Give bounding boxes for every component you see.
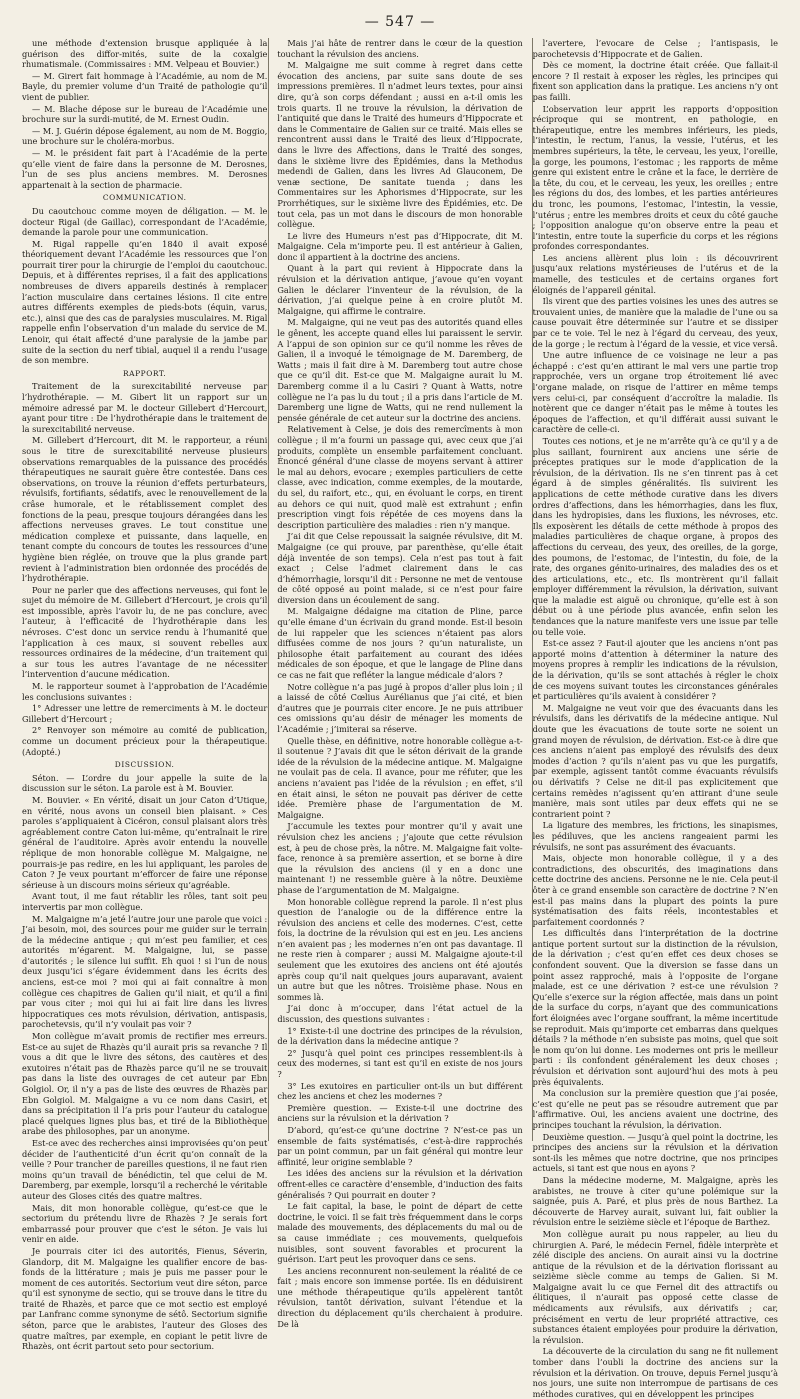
- paragraph: M. Malgaigne ne veut voir que des évacuants dans les révulsifs, dans les dérivatifs de la médecine antique. Nul doute que les évacuations de toute sorte ne soient un grand moyen de révulsion, de dérivation. Est-ce à dire que ces anciens n’aient pas employé des révulsifs des deux modes d’action ? qu’ils n’aient pas vu que les purgatifs, par exemple, agissent tantôt comme évacuants révulsifs ou dérivatifs ? Celse ne dit-il pas explicitement que certains remèdes n’agissent qu’en attirant d’une seule manière, mais sont utiles par deux effets qui ne se contrarient point ?: [532, 702, 778, 819]
- paragraph: Ils virent que des parties voisines les unes des autres se trouvaient unies, de manière que la maladie de l’une ou sa cause pouvait être déterminée sur l’autre et se dissiper par ce te voie. Tel le nez à l’égard du cerveau, des yeux, de la gorge ; le rectum à l’égard de la vessie, et vice versâ.: [532, 296, 778, 349]
- paragraph: M. Malgaigne me suit comme à regret dans cette évocation des anciens, par suite sans doute de ses impressions premières. Il n’admet leurs textes, pour ainsi dire, qu’à son corps défendant ; aussi en a-t-il omis les trois quarts. Il ne trouve la révulsion, la dérivation de l’antiquité que dans le Traité des humeurs d’Hippocrate et dans le Commentaire de Galien sur ce traité. Mais elles se rencontrent aussi dans le Traité des lieux d’Hippocrate, dans le livre des Affections, dans le Traité des songes, dans le sixième livre des Épidémies, dans la Methodus medendi de Galien, dans les livres Ad Glauconem, De venæ sectione, De sanitate tuenda ; dans les Commentaires sur les Aphorismes d’Hippocrate, sur les Prorrhétiques, sur le sixième livre des Épidémies, etc. De tout cela, pas un mot dans le discours de mon honorable collègue.: [277, 60, 523, 230]
- paragraph: Mon honorable collègue reprend la parole. Il n’est plus question de l’analogie ou de la différence entre la révulsion des anciens et celle des modernes. C’est, cette fois, la doctrine de la révulsion qui est en jeu. Les anciens n’en avaient pas ; les modernes n’en ont pas davantage. Il ne reste rien à comparer ; aussi M. Malgaigne ajoute-t-il seulement que les exutoires des anciens ont été ajoutés après coup qu’il nait quelques jours auparavant, avaient un autre but que les nôtres. Troisième phase. Nous en sommes là.: [277, 896, 523, 1002]
- paragraph: une méthode d’extension brusque appliquée à la guérison des diffor-mités, suite de la coxalgie rhumatismale. (Commissaires : MM. Velpeau et Bouvier.): [22, 38, 268, 70]
- paragraph: 1° Adresser une lettre de remerciments à M. le docteur Gillebert d’Hercourt ;: [22, 703, 268, 724]
- paragraph: Quant à la part qui revient à Hippocrate dans la révulsion et la dérivation antique, j’avoue qu’en voyant Galien le déclarer l’inventeur de la révulsion, de la dérivation, j’ai quelque peine à en croire plutôt M. Malgaigne, qui affirme le contraire.: [277, 263, 523, 316]
- paragraph: J’ai donc à m’occuper, dans l’état actuel de la discussion, des questions suivantes :: [277, 1003, 523, 1025]
- paragraph: Quelle thèse, en définitive, notre honorable collègue a-t-il soutenue ? J’avais dit que le séton dérivait de la grande idée de la révulsion de la médecine antique. M. Malgaigne ne voulait pas de cela. Il avance, pour me réfuter, que les anciens n’avaient pas l’idée de la révulsion ; en effet, s’il en était ainsi, le séton ne pouvait pas dériver de cette idée. Première phase de l’argumentation de M. Malgaigne.: [277, 735, 523, 820]
- page-number: — 547 —: [364, 14, 436, 30]
- paragraph: Première question. — Existe-t-il une doctrine des anciens sur la révulsion et la dérivation ?: [277, 1102, 523, 1124]
- paragraph: Pour ne parler que des affections nerveuses, qui font le sujet du mémoire de M. Gillebert d’Hercourt, je crois qu’il est impossible, après l’avoir lu, de ne pas conclure, avec l’auteur, à l’efficacité de l’hydrothérapie dans les névroses. C’est donc un service rendu à l’humanité que l’application à ces maux, si souvent rebelles aux ressources ordinaires de la médecine, d’un traitement qui a sur tous les autres l’avantage de ne nécessiter l’intervention d’aucune médication.: [22, 584, 268, 680]
- paragraph: Mais, dit mon honorable collègue, qu’est-ce que le sectorium du prétendu livre de Rhazès ? Je serais fort embarrassé pour prouver que c’est le séton. Je vais lui venir en aide.: [22, 1202, 268, 1245]
- column-1: [22, 38, 268, 1352]
- paragraph: 1° Existe-t-il une doctrine des principes de la révulsion, de la dérivation dans la médecine antique ?: [277, 1025, 523, 1047]
- paragraph: Traitement de la surexcitabilité nerveuse par l’hydrothérapie. — M. Gibert lit un rapport sur un mémoire adressé par M. le docteur Gillebert d’Hercourt, ayant pour titre : De l’hydrothérapie dans le traitement de la surexcitabilité nerveuse.: [22, 381, 268, 434]
- paragraph: Les idées des anciens sur la révulsion et la dérivation offrent-elles ce caractère d’ensemble, d’induction des faits généralisés ? Qui pourrait en douter ?: [277, 1168, 523, 1200]
- paragraph: 3° Les exutoires en particulier ont-ils un but différent chez les anciens et chez les modernes ?: [277, 1080, 523, 1102]
- paragraph: J’accumule les textes pour montrer qu’il y avait une révulsion chez les anciens ; j’ajoute que cette révulsion est, à peu de chose près, la nôtre. M. Malgaigne fait volte-face, renonce à sa première assertion, et se borne à dire que la révulsion des anciens (il y en a donc une maintenant !) ne ressemble guère à la nôtre. Deuxième phase de l’argumentation de M. Malgaigne.: [277, 821, 523, 895]
- column-divider: [268, 38, 269, 1141]
- paragraph: Mon collègue aurait pu nous rappeler, au lieu du chirurgien A. Paré, le médecin Fernel, fidèle interprète et zélé disciple des anciens. On aurait ainsi vu la doctrine antique de la révulsion et de la dérivation florissant au seizième siècle comme au temps de Galien. Si M. Malgaigne avait lu ce que Fernel dit des attractifs ou élitiques, il n’aurait pas opposé cette classe de médicaments aux révulsifs, aux dérivatifs ; car, précisément en vertu de leur propriété attractive, ces substances étaient employées pour produire la dérivation, la révulsion.: [532, 1228, 778, 1345]
- paragraph: M. Rigal rappelle qu’en 1840 il avait exposé théoriquement devant l’Académie les ressources que l’on pourrait tirer pour la chirurgie de l’emploi du caoutchouc. Depuis, et à différentes reprises, il a fait des applications nombreuses de divers appareils destinés à remplacer l’action musculaire dans certaines lésions. Il cite entre autres différents exemples de pieds-bots (équin, varus, etc.), ainsi que des cas de paralysies musculaires. M. Rigal rappelle enfin l’observation d’un malade du service de M. Lenoir, qui était affecté d’une paralysie de la jambe par suite de la section du nerf tibial, auquel il a rendu l’usage de son membre.: [22, 238, 268, 366]
- paragraph: M. Malgaigne dédaigne ma citation de Pline, parce qu’elle émane d’un écrivain du grand monde. Est-il besoin de lui rappeler que les sciences n’étaient pas alors diffusées comme de nos jours ? qu’un naturaliste, un philosophe était parfaitement au courant des idées médicales de son époque, et que le langage de Pline dans ce cas ne fait que refléter la langue médicale d’alors ?: [277, 606, 523, 681]
- paragraph: 2° Renvoyer son mémoire au comité de publication, comme un document précieux pour la thérapeutique. (Adopté.): [22, 725, 268, 757]
- columns: [22, 38, 778, 1399]
- paragraph: Mon collègue m’avait promis de rectifier mes erreurs. Est-ce au sujet de Rhazès qu’il aurait pris sa revanche ? Il vous a dit que le livre des sétons, des cautères et des exutoires n’était pas de Rhazès parce qu’il ne se trouvait pas dans la liste des ouvrages de cet auteur par Ebn Golgiol. Or, il n’y a pas de liste des œuvres de Rhazès par Ebn Golgiol. M. Malgaigne a vu ce nom dans Casiri, et dans sa précipitation il l’a pris pour l’auteur du catalogue placé quelques lignes plus bas, et tiré de la Bibliothèque arabe des philosophes, par un anonyme.: [22, 1031, 268, 1137]
- paragraph: Dans la médecine moderne, M. Malgaigne, après les arabistes, ne trouve à citer qu’une polémique sur la saignée, puis A. Paré, et plus près de nous Barthez. La découverte de Harvey aurait, suivant lui, fait oublier la révulsion entre le seizième siècle et l’époque de Barthez.: [532, 1174, 778, 1228]
- paragraph: — M. le président fait part à l’Académie de la perte qu’elle vient de faire dans la personne de M. Derosnes, l’un de ses plus anciens membres. M. Derosnes appartenait à la section de pharmacie.: [22, 147, 268, 190]
- paragraph: — M. J. Guérin dépose également, au nom de M. Boggio, une brochure sur le choléra-morbus.: [22, 125, 268, 147]
- paragraph: M. Gillebert d’Hercourt, dit M. le rapporteur, a réuni sous le titre de surexcitabilité nerveuse plusieurs observations remarquables de la puissance des procédés thérapeutiques ne saurait guère être contestée. Dans ces observations, on trouve la réunion d’effets perturbateurs, révulsifs, fortifiants, sédatifs, avec le renouvellement de la crâse humorale, et le rétablissement complet des fonctions de la peau, presque toujours dérangées dans les affections nerveuses graves. Le tout constitue une médication complexe et puissante, dans laquelle, en tenant compte du concours de toutes les ressources d’une hygiène bien réglée, on trouve que la plus grande part revient à l’administration bien ordonnée des procédés de l’hydrothérapie.: [22, 435, 268, 584]
- paragraph: M. Malgaigne m’a jeté l’autre jour une parole que voici : J’ai besoin, moi, des sources pour me guider sur le terrain de la médecine antique ; qui m’est peu familier, et ces autorités m’égarent. M. Malgaigne, lui, se passe d’autorités ; le silence lui suffit. Eh quoi ! si l’un de nous deux jusqu’ici s’égare évidemment dans les écrits des anciens, est-ce moi ? moi qui ai fait connaître à mon collègue ces chapitres de Galien qu’il niait, et qu’il a fini par vous citer ; moi qui lui ai fait lire dans les livres hippocratiques ces mots révulsion, dérivation, antispasis, parochetevsis, qu’il n’y voulait pas voir ?: [22, 913, 268, 1030]
- paragraph: 2° Jusqu’à quel point ces principes ressemblent-ils à ceux des modernes, si tant est qu’il en existe de nos jours ?: [277, 1047, 523, 1079]
- paragraph: — M. Girert fait hommage à l’Académie, au nom de M. Bayle, du premier volume d’un Traité de pathologie qu’il vient de publier.: [22, 70, 268, 102]
- paragraph: Du caoutchouc comme moyen de déligation. — M. le docteur Rigal (de Gaillac), correspondant de l’Académie, demande la parole pour une communication.: [22, 205, 268, 238]
- paragraph: Deuxième question. — Jusqu’à quel point la doctrine, les principes des anciens sur la révulsion et la dérivation sont-ils les mêmes que notre doctrine, que nos principes actuels, si tant est que nous en ayons ?: [532, 1131, 778, 1174]
- paragraph: Je pourrais citer ici des autorités, Fienus, Séverin, Glandorp, dit M. Malgaigne les qualifier encore de bas-fonds de la littérature ; mais je puis me passer pour le moment de ces autorités. Sectorium veut dire séton, parce qu’il est synonyme de sectio, qui se trouve dans le titre du traité de Rhazès, et parce que ce mot sectio est employé par Lanfranc comme synonyme de sétô. Sectorium signifie séton, parce que le arabistes, l’auteur des Gloses des quatre maîtres, par exemple, en copiant le petit livre de Rhazès, ont écrit partout seto pour sectorium.: [22, 1245, 268, 1352]
- paragraph: Séton. — L’ordre du jour appelle la suite de la discussion sur le séton. La parole est à M. Bouvier.: [22, 772, 268, 794]
- column-2: [277, 38, 523, 1329]
- paragraph: Ma conclusion sur la première question que j’ai posée, c’est qu’elle ne peut pas se résoudre autrement que par l’affirmative. Oui, les anciens avaient une doctrine, des principes touchant la révulsion, la dérivation.: [532, 1088, 778, 1130]
- paragraph: Le fait capital, la base, le point de départ de cette doctrine, le voici. Il se fait très fréquemment dans le corps malade des mouvements, des déplacements du mal ou de sa cause immédiate ; ces mouvements, quelquefois nuisibles, sont souvent favorables et procurent la guérison. L’art peut les provoquer dans ce sens.: [277, 1201, 523, 1265]
- paragraph: Toutes ces notions, et je ne m’arrête qu’à ce qu’il y a de plus saillant, fournirent aux anciens une série de préceptes pratiques sur le mode d’application de la révulsion, de la dérivation. Ils ne s’en tinrent pas à cet égard à de simples généralités. Ils suivirent les applications de cette méthode curative dans les divers ordres d’affections, dans les hémorrhagies, dans les flux, dans les hydropisies, dans les fluxions, les névroses, etc. Ils exposèrent les détails de cette méthode à propos des maladies particulières de chaque organe, à propos des affections du cerveau, des yeux, des oreilles, de la gorge, des poumons, de l’estomac, de l’intestin, du foie, de la rate, des organes génito-urinaires, des maladies des os et des articulations, etc., etc. Ils montrèrent qu’il fallait employer différemment la révulsion, la dérivation, suivant que la maladie est aiguë ou chronique, qu’elle est à son début ou à une période plus avancée, enfin selon les tendances que la nature manifeste vers une issue par telle ou telle voie.: [532, 435, 778, 637]
- paragraph: M. Bouvier. « En vérité, disait un jour Caton d’Utique, en vérité, nous avons un conseil bien plaisant. » Ces paroles s’appliquaient à Cicéron, consul plaisant alors très agréablement contre Caton lui-même, qu’entraînait le rire général de l’auditoire. Après avoir entendu la nouvelle réplique de mon honorable collègue M. Malgaigne, ne pourrais-je pas redire, en les lui appliquant, les paroles de Caton ? Je veux pourtant m’efforcer de faire une réponse sérieuse à un discours moins sérieux qu’agréable.: [22, 794, 268, 890]
- column-divider: [532, 38, 533, 1141]
- paragraph: Le livre des Humeurs n’est pas d’Hippocrate, dit M. Malgaigne. Cela m’importe peu. Il est antérieur à Galien, donc il appartient à la doctrine des anciens.: [277, 230, 523, 262]
- paragraph: Mais, objecte mon honorable collègue, il y a des contradictions, des obscurités, des imaginations dans cette doctrine des anciens. Personne ne le nie. Cela peut-il ôter à ce grand ensemble son caractère de doctrine ? N’en est-il pas mains dans la plupart des points la pure systématisation des faits réels, incontestables et parfaitement coordonnés ?: [532, 853, 778, 927]
- paragraph: L’observation leur apprit les rapports d’opposition réciproque qui se montrent, en pathologie, en thérapeutique, entre les membres inférieurs, les pieds, l’intestin, le rectum, l’anus, la vessie, l’utérus, et les membres supérieurs, la tête, le cerveau, les yeux, l’oreille, la gorge, les poumons, l’estomac ; les rapports de même genre qui existent entre le crâne et la face, le derrière de la tête, du cou, et le cerveau, les yeux, les oreilles ; entre les régions du dos, des lombes, et les parties antérieures du tronc, les poumons, l’estomac, l’intestin, la vessie, l’utérus ; entre les membres droits et ceux du côté gauche ; l’opposition analogue qu’on observe entre la peau et l’intestin, entre toute la superficie du corps et les régions profondes correspondantes.: [532, 103, 778, 252]
- paragraph: Dès ce moment, la doctrine était créée. Que fallait-il encore ? Il restait à exposer les règles, les principes qui fixent son application dans la pratique. Les anciens n’y ont pas failli.: [532, 60, 778, 102]
- column-3: [532, 38, 778, 1399]
- paragraph: M. le rapporteur soumet à l’approbation de l’Académie les conclusions suivantes :: [22, 681, 268, 702]
- paragraph: Les anciens allèrent plus loin : ils découvrirent jusqu’aux relations mystérieuses de l’utérus et de la mamelle, des testicules et de certains organes fort éloignés de l’appareil génital.: [532, 252, 778, 295]
- paragraph: Les anciens reconnurent non-seulement la réalité de ce fait ; mais encore son immense portée. Ils en déduisirent une méthode thérapeutique qu’ils appelèrent tantôt révulsion, tantôt dérivation, suivant l’étendue et la direction du déplacement qu’ils cherchaient à produire. De là: [277, 1265, 523, 1329]
- paragraph: Relativement à Celse, je dois des remercîments à mon collègue ; il m’a fourni un passage qui, avec ceux que j’ai produits, complète un ensemble parfaitement concluant. Énoncé général d’une classe de moyens servant à attirer le mal au dehors, evocare ; exemples particuliers de cette classe, avec indication, comme exemples, de la moutarde, du sel, du raifort, etc., qui, en évoluant le corps, en tirent au dehors ce qui nuit, quod malè est extrahunt ; enfin prescription vingt fois répétée de ces moyens dans la description particulière des maladies : rien n’y manque.: [277, 424, 523, 530]
- paragraph: Notre collègue n’a pas jugé à propos d’aller plus loin ; il a laissé de côté Cœlius Aurélianus que j’ai cité, et bien d’autres que je pourrais citer encore. Je ne puis attribuer ces omissions qu’au désir de ménager les moments de l’Académie ; j’imiterai sa réserve.: [277, 681, 523, 734]
- paragraph: D’abord, qu’est-ce qu’une doctrine ? N’est-ce pas un ensemble de faits systématisés, c’est-à-dire rapprochés par un point commun, par un fait général qui montre leur affinité, leur origine semblable ?: [277, 1124, 523, 1167]
- paragraph: M. Malgaigne, qui ne veut pas des autorités quand elles le gênent, les accepte quand elles lui paraissent le servir. A l’appui de son opinion sur ce qu’il nomme les rêves de Galien, il a invoqué le témoignage de M. Daremberg, de Watts ; mais il fait dire à M. Daremberg tout autre chose que ce qu’il dit. Est-ce que M. Malgaigne aurait lu M. Daremberg comme il a lu Casiri ? Quant à Watts, notre collègue ne l’a pas lu du tout ; il a pris dans l’article de M. Daremberg une ligne de Watts, qui ne rend nullement la pensée générale de cet auteur sur la doctrine des anciens.: [277, 317, 523, 423]
- paragraph: La ligature des membres, les frictions, les sinapismes, les pédiluves, que les anciens rangeaient parmi les révulsifs, ne sont pas assurément des évacuants.: [532, 820, 778, 852]
- paragraph: J’ai dit que Celse repoussait la saignée révulsive, dit M. Malgaigne (ce qui prouve, par parenthèse, qu’elle était déjà inventée de son temps). Cela n’est pas tout à fait exact ; Celse l’admet clairement dans le cas d’hémorrhagie, lorsqu’il dit : Personne ne met de ventouse de côté opposé au point malade, si ce n’est pour faire diversion dans un écoulement de sang.: [277, 531, 523, 605]
- section-heading: COMMUNICATION.: [102, 193, 187, 203]
- section-heading: DISCUSSION.: [114, 760, 175, 770]
- paragraph: Mais j’ai hâte de rentrer dans le cœur de la question touchant la révulsion des anciens.: [277, 38, 523, 59]
- paragraph: Avant tout, il me faut rétablir les rôles, tant soit peu intervertis par mon collègue.: [22, 891, 268, 912]
- paragraph: Est-ce assez ? Faut-il ajouter que les anciens n’ont pas apporté moins d’attention à déterminer la nature des moyens propres à remplir les indications de la révulsion, de la dérivation, qu’ils se sont attachés à régler le choix de ces moyens suivant toutes les circonstances générales et particulières qu’ils avaient à considérer ?: [532, 638, 778, 702]
- paragraph: La découverte de la circulation du sang ne fit nullement tomber dans l’oubli la doctrine des anciens sur la révulsion et la dérivation. On trouve, depuis Fernel jusqu’à nos jours, une suite non interrompue de partisans de ces méthodes curatives, qui en développent les principes: [532, 1346, 778, 1399]
- section-heading: RAPPORT.: [122, 368, 167, 378]
- paragraph: Une autre influence de ce voisinage ne leur a pas échappé : c’est qu’en attirant le mal vers une partie trop rapprochée, vers un organe trop étroitement lié avec l’organe malade, on risque de l’attirer en même temps vers celui-ci, par conséquent d’accroître la maladie. Ils notèrent que ce danger n’était pas le même à toutes les époques de l’affection, et qu’il différait aussi suivant le caractère de celle-ci.: [532, 350, 778, 435]
- paragraph: l’avertere, l’evocare de Celse ; l’antispasis, le parochetevsis d’Hippocrate et de Galien.: [532, 38, 778, 59]
- paragraph: Les difficultés dans l’interprétation de la doctrine antique portent surtout sur la distinction de la révulsion, de la dérivation ; c’est qu’en effet ces deux choses se confondent souvent. Que la diversion se fasse dans un point assez rapproché, mais à l’opposite de l’organe malade, est ce une dérivation ? est-ce une révulsion ? Qu’elle s’exerce sur la région affectée, mais dans un point de la surface du corps, n’ayant que des communications fort éloignées avec l’organe souffrant, la même incertitude se reproduit. Mais qu’importe cet embarras dans quelques détails ? la méthode n’en subsiste pas moins, quel que soit le nom qu’on lui donne. Les modernes ont pris le meilleur parti : ils confondent généralement les deux choses ; révulsion et dérivation sont aujourd’hui des mots à peu près équivalents.: [532, 928, 778, 1087]
- paragraph: Est-ce avec des recherches ainsi improvisées qu’on peut décider de l’authenticité d’un écrit qu’on connaît de la veille ? Pour trancher de pareilles questions, il ne faut rien moins qu’un travail de bénédictin, tel que celui de M. Daremberg, par exemple, lorsqu’il a recherché le véritable auteur des Gloses cités des quatre maîtres.: [22, 1137, 268, 1201]
- paragraph: — M. Blache dépose sur le bureau de l’Académie une brochure sur la surdi-mutité, de M. Ernest Oudin.: [22, 103, 268, 125]
